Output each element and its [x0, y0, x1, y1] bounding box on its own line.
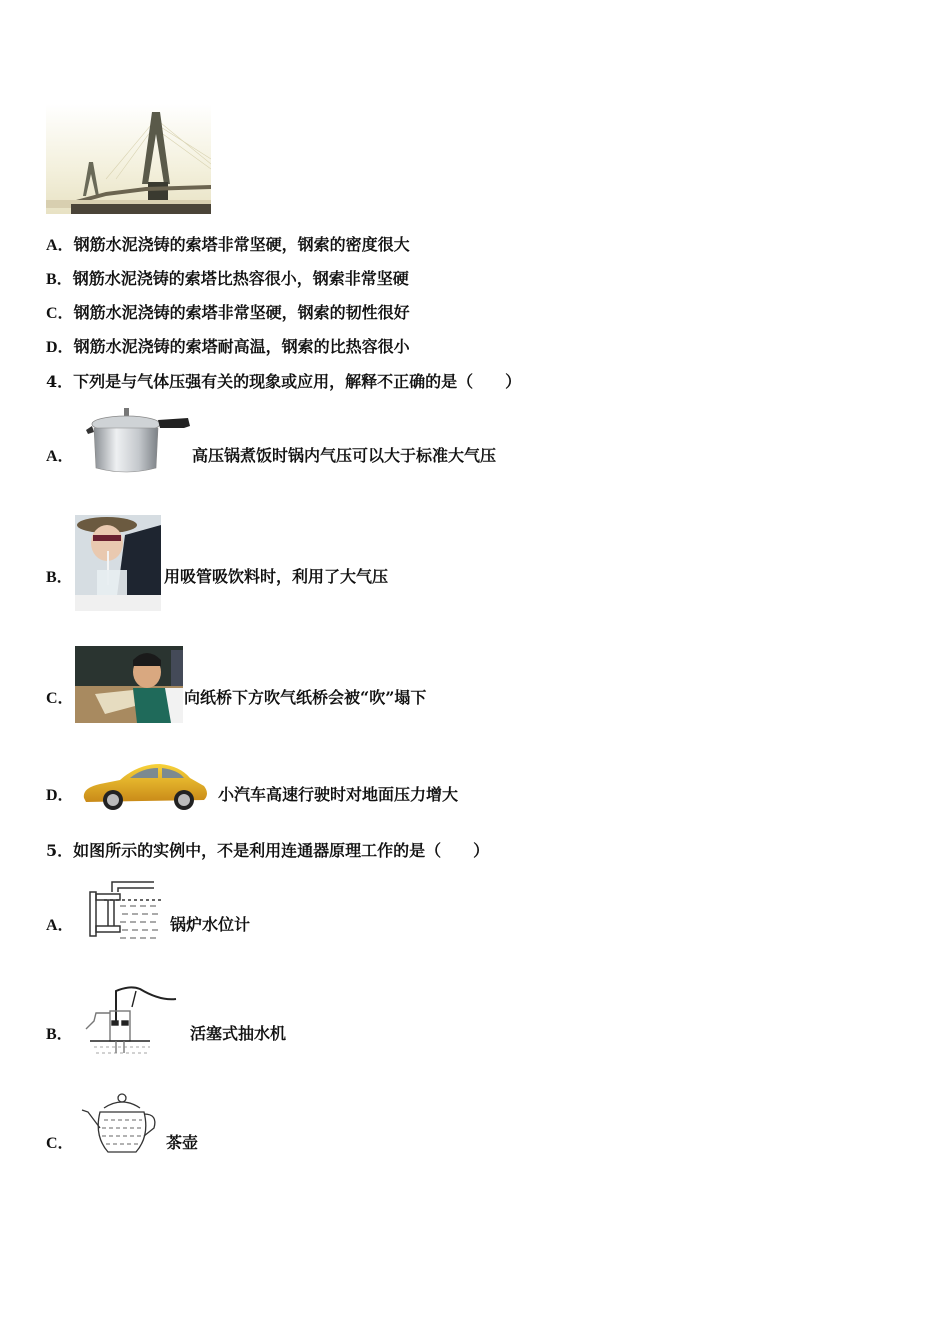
- cable-stayed-bridge-image: [46, 104, 211, 214]
- option-text: 钢筋水泥浇铸的索塔比热容很小，钢索非常坚硬: [72, 269, 409, 288]
- teapot-image: [78, 1092, 162, 1158]
- question-4-stem: 4．下列是与气体压强有关的现象或应用，解释不正确的是（ ）: [46, 372, 522, 391]
- option-label: B．: [46, 271, 73, 288]
- q4-option-d-label: D．: [46, 787, 74, 804]
- question-5-stem: 5．如图所示的实例中，不是利用连通器原理工作的是（ ）: [46, 841, 490, 860]
- q3-option-a: [46, 235, 410, 256]
- yellow-car-image: [80, 760, 210, 812]
- option-label: C．: [46, 305, 74, 322]
- q3-option-c: [46, 303, 410, 324]
- q5-option-a-label: A．: [46, 917, 74, 934]
- q3-option-b: [46, 269, 409, 290]
- piston-pump-image: [80, 985, 180, 1057]
- q4-option-a-label: A．: [46, 448, 74, 465]
- option-text: 钢筋水泥浇铸的索塔非常坚硬，钢索的密度很大: [73, 235, 410, 254]
- q5-option-b-text: 活塞式抽水机: [190, 1024, 287, 1043]
- person-drinking-straw-image: [75, 515, 161, 611]
- q3-option-d: [46, 337, 410, 358]
- q5-option-a-text: 锅炉水位计: [170, 915, 251, 934]
- boiler-water-gauge-image: [84, 878, 166, 948]
- option-label: A．: [46, 237, 74, 254]
- q4-option-d-text: 小汽车高速行驶时对地面压力增大: [218, 785, 459, 804]
- q5-option-b-label: B．: [46, 1026, 73, 1043]
- option-text: 钢筋水泥浇铸的索塔非常坚硬，钢索的韧性很好: [73, 303, 410, 322]
- q4-option-c-label: C．: [46, 690, 74, 707]
- q4-option-b-text: 用吸管吸饮料时，利用了大气压: [164, 567, 389, 586]
- q4-option-b-label: B．: [46, 569, 73, 586]
- q5-option-c-label: C．: [46, 1135, 74, 1152]
- boy-blowing-paper-bridge-image: [75, 646, 183, 723]
- option-label: D．: [46, 339, 74, 356]
- q4-option-a-text: 高压锅煮饭时锅内气压可以大于标准大气压: [192, 446, 497, 465]
- pressure-cooker-image: [80, 406, 192, 476]
- q5-option-c-text: 茶壶: [166, 1133, 199, 1152]
- option-text: 钢筋水泥浇铸的索塔耐高温，钢索的比热容很小: [73, 337, 410, 356]
- q4-option-c-text: 向纸桥下方吹气纸桥会被“吹”塌下: [184, 688, 427, 707]
